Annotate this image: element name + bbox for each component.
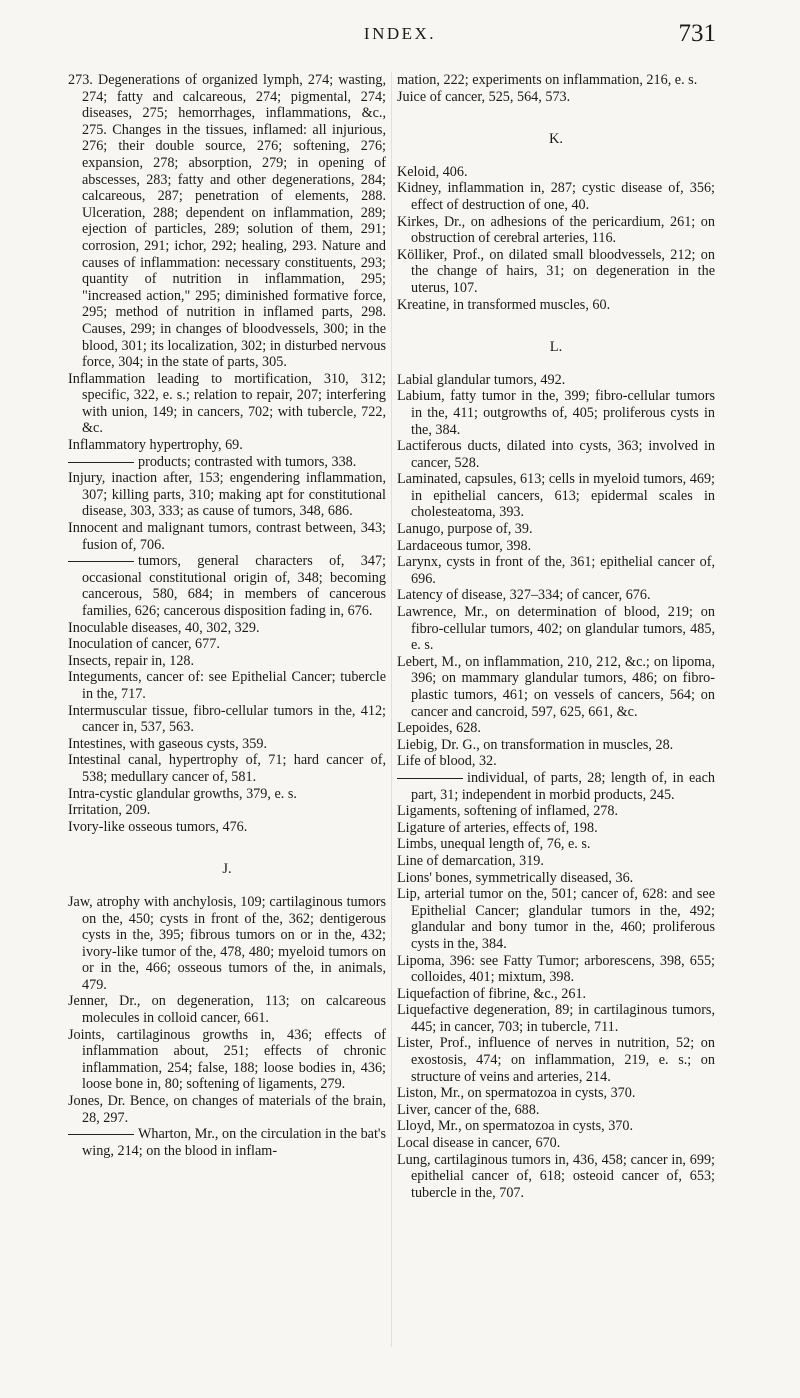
- continuation-rule: [68, 561, 134, 562]
- index-entry-text: Local disease in cancer, 670.: [397, 1135, 561, 1152]
- index-entry: [68, 802, 386, 819]
- index-entry-text: Labial glandular tumors, 492.: [397, 371, 566, 388]
- index-entry: [68, 752, 386, 785]
- index-entry-text: Latency of disease, 327–334; of cancer, 676.: [397, 587, 651, 604]
- index-entry-text: Kreatine, in transformed muscles, 60.: [397, 296, 611, 313]
- index-entry: [397, 870, 715, 887]
- continuation-rule: [68, 1134, 134, 1135]
- index-entry: [68, 72, 386, 371]
- index-entry: [397, 953, 715, 986]
- index-entry-text: individual, of parts, 28; length of, in each part, 31; independent in morbid products, 245.: [411, 769, 715, 803]
- index-entry-text: Jenner, Dr., on degeneration, 113; on calcareous molecules in colloid cancer, 661.: [68, 993, 386, 1027]
- index-entry: [68, 894, 386, 994]
- index-entry: [68, 653, 386, 670]
- index-entry-text: Labium, fatty tumor in the, 399; fibro-cellular tumors in the, 411; outgrowths of, 405; proliferous cysts in the, 384.: [397, 388, 715, 438]
- index-entry: [397, 538, 715, 555]
- index-entry: [397, 214, 715, 247]
- continuation-rule: [68, 462, 134, 463]
- index-entry: [397, 521, 715, 538]
- index-entry-text: tumors, general characters of, 347; occasional constitutional origin of, 348; becoming cancerous, 580, 684; in members of cancerous families, 626; cancerous disposition fading in, 676.: [82, 553, 386, 619]
- index-entry: [68, 553, 386, 619]
- index-entry: [397, 72, 715, 89]
- continuation-rule: [397, 778, 463, 779]
- index-entry: [397, 1085, 715, 1102]
- page-header-title: INDEX.: [363, 24, 437, 43]
- index-entry-text: Ivory-like osseous tumors, 476.: [68, 818, 248, 835]
- index-entry-text: 273. Degenerations of organized lymph, 274; wasting, 274; fatty and calcareous, 274; pigmental, 274; diseases, 275; hemorrhages, inflammations, &c., 275. Changes in the tissues, inflamed: all injurious, 276; their double source, 276; softening, 276; expansion, 278; absorption, 279; in opening of abscesses, 283; fatty and other degenerations, 284; calcareous, 287; penetration of elements, 288. Ulceration, 288; dependent on inflammation, 289; ejection of particles, 289; solution of them, 291; corrosion, 291; ichor, 292; healing, 293. Nature and causes of inflammation: necessary constituents, 293; quantity of nutrition in inflammation, 295; "increased action," 295; diminished formative force, 295; method of nutrition in inflamed parts, 298. Causes, 299; in changes of bloodvessels, 300; in the blood, 301; its localization, 302; in disturbed nervous force, 304; in the state of parts, 305.: [68, 72, 386, 371]
- index-entry: [397, 471, 715, 521]
- index-entry-text: Kirkes, Dr., on adhesions of the pericardium, 261; on obstruction of cerebral arteries, 116.: [397, 213, 715, 247]
- index-entry-text: Inoculation of cancer, 677.: [68, 636, 220, 653]
- index-entry-text: Integuments, cancer of: see Epithelial Cancer; tubercle in the, 717.: [68, 669, 386, 702]
- index-entry: [68, 470, 386, 520]
- index-entry: [397, 853, 715, 870]
- left-column: [68, 72, 386, 1159]
- page-number: 731: [678, 20, 716, 47]
- index-entry-text: Lardaceous tumor, 398.: [397, 537, 532, 554]
- index-entry: [397, 753, 715, 770]
- index-entry-text: products; contrasted with tumors, 338.: [138, 453, 357, 470]
- index-entry-text: Liver, cancer of the, 688.: [397, 1101, 540, 1118]
- index-entry-text: Lions' bones, symmetrically diseased, 36.: [397, 869, 634, 886]
- index-entry: [397, 1152, 715, 1202]
- index-entry-text: Ligaments, softening of inflamed, 278.: [397, 803, 619, 820]
- index-entry-text: Juice of cancer, 525, 564, 573.: [397, 88, 571, 105]
- index-entry-text: Lanugo, purpose of, 39.: [397, 521, 533, 538]
- index-entry: [68, 703, 386, 736]
- index-entry-text: Inflammation leading to mortification, 310, 312; specific, 322, e. s.; relation to repair, 207; interfering with union, 149; in cancers, 702; with tubercle, 722, &c.: [68, 370, 386, 437]
- index-entry: [68, 437, 386, 454]
- index-entry-text: Liebig, Dr. G., on transformation in muscles, 28.: [397, 736, 674, 753]
- index-entry-text: Life of blood, 32.: [397, 753, 497, 770]
- index-entry-text: Injury, inaction after, 153; engendering inflammation, 307; killing parts, 310; making apt for constitutional disease, 303, 333; as cause of tumors, 348, 686.: [68, 470, 386, 520]
- index-entry-text: Insects, repair in, 128.: [68, 652, 195, 669]
- right-column: [397, 72, 715, 1201]
- index-entry: [68, 454, 386, 471]
- index-entry: [68, 1126, 386, 1159]
- index-entry-text: Wharton, Mr., on the circulation in the bat's wing, 214; on the blood in inflam-: [82, 1126, 386, 1159]
- index-entry-text: Larynx, cysts in front of the, 361; epithelial cancer of, 696.: [397, 554, 715, 587]
- index-entry: [397, 803, 715, 820]
- index-entry-text: Kidney, inflammation in, 287; cystic disease of, 356; effect of destruction of one, 40.: [397, 180, 715, 213]
- index-entry-text: Lip, arterial tumor on the, 501; cancer of, 628: and see Epithelial Cancer; glandular tumors in the, 492; glandular and bony tumor in the, 460; proliferous cysts in the, 384.: [397, 886, 715, 952]
- index-entry: [397, 1135, 715, 1152]
- index-entry: [397, 1102, 715, 1119]
- index-entry: [68, 819, 386, 836]
- index-entry-text: Lawrence, Mr., on determination of blood, 219; on fibro-cellular tumors, 402; on glandular tumors, 485, e. s.: [397, 604, 715, 654]
- index-entry-text: Intra-cystic glandular growths, 379, e. s.: [68, 785, 297, 802]
- index-entry: [397, 297, 715, 314]
- index-entry-text: Inoculable diseases, 40, 302, 329.: [68, 619, 260, 636]
- index-entry: [397, 604, 715, 654]
- index-entry-text: Liquefaction of fibrine, &c., 261.: [397, 985, 587, 1002]
- index-entry-text: Liquefactive degeneration, 89; in cartilaginous tumors, 445; in cancer, 703; in tubercle, 711.: [397, 1002, 715, 1035]
- index-entry: [397, 886, 715, 952]
- section-letter: L.: [549, 339, 563, 356]
- index-entry-text: Intermuscular tissue, fibro-cellular tumors in the, 412; cancer in, 537, 563.: [68, 702, 386, 736]
- index-entry: [397, 247, 715, 297]
- index-entry: [397, 836, 715, 853]
- index-entry: [68, 620, 386, 637]
- index-entry: [397, 164, 715, 181]
- index-entry: [397, 180, 715, 213]
- index-entry: [68, 669, 386, 702]
- index-entry: [68, 1027, 386, 1093]
- index-entry: [68, 736, 386, 753]
- index-entry: [68, 786, 386, 803]
- index-entry: [397, 720, 715, 737]
- index-entry-text: Liston, Mr., on spermatozoa in cysts, 370.: [397, 1085, 636, 1102]
- index-entry-text: Jaw, atrophy with anchylosis, 109; cartilaginous tumors on the, 450; cysts in front of the, 362; dentigerous cysts in the, 395; fibrous tumors on or in the, 432; ivory-like tumor of the, 478, 480; myeloid tumors on or in the, 466; osseous tumors of the, in animals, 479.: [68, 893, 386, 993]
- index-entry: [397, 1035, 715, 1085]
- index-entry-text: Jones, Dr. Bence, on changes of materials of the brain, 28, 297.: [68, 1093, 386, 1126]
- index-entry: [397, 1118, 715, 1135]
- index-entry-text: Intestinal canal, hypertrophy of, 71; hard cancer of, 538; medullary cancer of, 581.: [68, 752, 386, 785]
- index-entry: [397, 89, 715, 106]
- index-entry-text: Line of demarcation, 319.: [397, 852, 544, 869]
- index-entry-text: Lister, Prof., influence of nerves in nutrition, 52; on exostosis, 474; on inflammation, 219, e. s.; on structure of veins and arteries, 214.: [397, 1035, 715, 1085]
- index-entry: [397, 554, 715, 587]
- index-entry: [68, 520, 386, 553]
- index-entry-text: mation, 222; experiments on inflammation, 216, e. s.: [397, 72, 698, 88]
- index-entry: [68, 371, 386, 437]
- index-entry: [397, 587, 715, 604]
- index-entry-text: Limbs, unequal length of, 76, e. s.: [397, 836, 591, 853]
- index-entry-text: Intestines, with gaseous cysts, 359.: [68, 735, 267, 752]
- section-letter: K.: [548, 131, 564, 148]
- index-entry: [68, 993, 386, 1026]
- index-entry: [397, 654, 715, 720]
- index-entry-text: Lloyd, Mr., on spermatozoa in cysts, 370.: [397, 1118, 634, 1135]
- index-entry-text: Inflammatory hypertrophy, 69.: [68, 437, 243, 454]
- section-letter: J.: [222, 861, 232, 878]
- index-entry: [397, 372, 715, 389]
- index-entry-text: Irritation, 209.: [68, 802, 151, 819]
- index-entry-text: Laminated, capsules, 613; cells in myeloid tumors, 469; in epithelial cancers, 613; epidermal scales in cholesteatoma, 393.: [397, 471, 715, 521]
- index-entry: [397, 438, 715, 471]
- index-entry-text: Lebert, M., on inflammation, 210, 212, &c.; on lipoma, 396; on mammary glandular tumors, 486; on fibro-plastic tumors, 461; on vessels of cancers, 564; on cancer and cancroid, 597, 625, 661, &c.: [397, 653, 715, 720]
- index-entry-text: Keloid, 406.: [397, 163, 468, 180]
- index-entry-text: Lipoma, 396: see Fatty Tumor; arborescens, 398, 655; colloides, 401; mixtum, 398.: [397, 952, 715, 986]
- column-divider: [391, 72, 392, 1347]
- index-entry-text: Lepoides, 628.: [397, 720, 481, 737]
- index-entry: [397, 737, 715, 754]
- index-entry: [397, 820, 715, 837]
- index-entry: [68, 636, 386, 653]
- index-entry-text: Ligature of arteries, effects of, 198.: [397, 819, 598, 836]
- index-entry-text: Joints, cartilaginous growths in, 436; effects of inflammation about, 251; effects of chronic inflammation, 254; false, 188; loose bodies in, 436; loose bone in, 80; softening of ligaments, 279.: [68, 1026, 386, 1093]
- index-entry: [397, 388, 715, 438]
- index-entry-text: Lung, cartilaginous tumors in, 436, 458; cancer in, 699; epithelial cancer of, 618; osteoid cancer of, 653; tubercle in the, 707.: [397, 1151, 715, 1201]
- index-entry-text: Innocent and malignant tumors, contrast between, 343; fusion of, 706.: [68, 520, 386, 553]
- index-entry: [397, 986, 715, 1003]
- index-entry-text: Kölliker, Prof., on dilated small bloodvessels, 212; on the change of hairs, 31; on degeneration in the uterus, 107.: [397, 246, 715, 296]
- index-entry: [397, 770, 715, 803]
- index-entry: [397, 1002, 715, 1035]
- index-entry-text: Lactiferous ducts, dilated into cysts, 363; involved in cancer, 528.: [397, 438, 715, 471]
- index-entry: [68, 1093, 386, 1126]
